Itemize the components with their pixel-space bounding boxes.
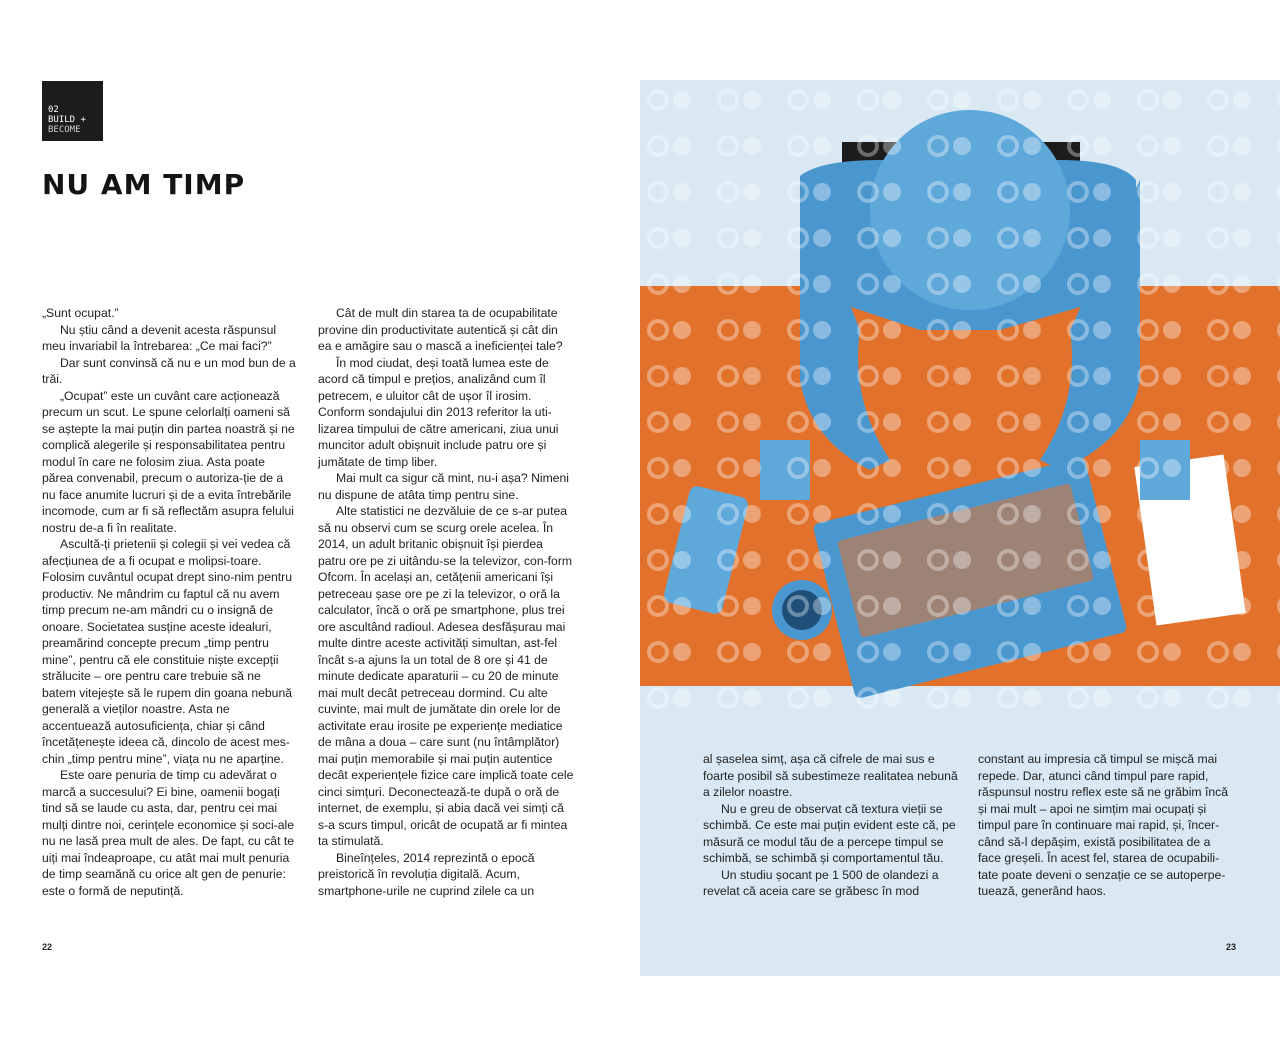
paragraph: Mai mult ca sigur că mint, nu-i așa? Nimeni nu dispune de atâta timp pentru sine. bbox=[318, 471, 569, 502]
paragraph: Nu e greu de observat că textura vieții se schimbă. Ce este mai puțin evident este că, pe măsură ce modul tău de a percepe timpul se schimbă, se schimbă și comportamentul tău. bbox=[703, 801, 956, 865]
text-column-1 bbox=[42, 305, 298, 899]
paragraph: Nu știu când a devenit acesta răspunsul meu invariabil la întrebarea: „Ce mai faci?” bbox=[42, 322, 277, 353]
section-label-line2: BECOME bbox=[48, 125, 81, 135]
page-number-right: 23 bbox=[1226, 942, 1237, 952]
paragraph: Un studiu șocant pe 1 500 de olandezi a revelat că aceia care se grăbesc în mod bbox=[703, 867, 939, 898]
section-number: 02 bbox=[48, 105, 59, 115]
text-column-2 bbox=[318, 305, 574, 899]
paragraph: Alte statistici ne dezvăluie de ce s-ar putea să nu observi cum se scurg orele acelea. În 2014, un adult britanic obișnuit își pierdea patru ore pe zi uitându-se la televizor, con-form Ofcom. În același an, cetățenii americani își petreceau șase ore pe zi la televizor, o oră la calculator, încă o oră pe smartphone, plus trei ore ascultând radioul. Adesea desfășurau mai multe dintre aceste activități simultan, ast-fel încât s-a ajuns la un total de 8 ore și 41 de minute dedicate aparaturii – cu 20 de minute mai mult decât petreceau dormind. Cu alte cuvinte, mai mult de jumătate din orele lor de activitate erau irosite pe experiențe mediatice de mâna a doua – care sunt (nu întâmplător) mai puțin memorabile și mai puțin autentice decât experiențele fizice care implică toate cele cinci simțuri. Deconectează-te după o oră de internet, de exemplu, și abia dacă vei simți că s-a scurs timpul, oricât de ocupată ar fi mintea ta stimulată. bbox=[318, 504, 574, 848]
text-column-4 bbox=[978, 751, 1236, 900]
page-title: NU AM TIMP bbox=[42, 168, 246, 201]
paragraph: Bineînțeles, 2014 reprezintă o epocă preistorică în revoluția digitală. Acum, smartphone-urile ne cuprind zilele ca un bbox=[318, 850, 535, 898]
page-number-left: 22 bbox=[42, 942, 53, 952]
paragraph: Este oare penuria de timp cu adevărat o marcă a succesului? Ei bine, oamenii bogați tind să se laude cu asta, dar, pentru cei mai mulți dintre noi, cerințele economice și soci-ale nu ne lasă prea mult de ales. De fapt, cu cât te uiți mai îndeaproape, cu atât mai mult penuria de timp seamănă cu orice alt gen de penurie: este o formă de neputință. bbox=[42, 768, 295, 898]
section-label-line1: BUILD + bbox=[48, 115, 86, 125]
section-badge bbox=[42, 81, 103, 141]
paragraph: Dar sunt convinsă că nu e un mod bun de a trăi. bbox=[42, 355, 296, 386]
illustration bbox=[640, 80, 1280, 720]
text-column-3 bbox=[703, 751, 961, 900]
paragraph: Cât de mult din starea ta de ocupabilitate provine din productivitate autentică și cât din ea e amăgire sau o mască a ineficienței tale? bbox=[318, 306, 563, 353]
paragraph: al șaselea simț, așa că cifrele de mai sus e foarte posibil să subestimeze realitatea nebună a zilelor noastre. bbox=[703, 752, 958, 799]
paragraph: În mod ciudat, deși toată lumea este de acord că timpul e prețios, analizând cum îl petrecem, e uluitor cât de ușor îl irosim. Conform sondajului din 2013 referitor la uti-lizarea timpului de către americani, ziua unui muncitor adult obișnuit include patru ore și jumătate de timp liber. bbox=[318, 355, 559, 469]
paragraph: „Ocupat” este un cuvânt care acționează precum un scut. Le spune celorlalți oameni să se aștepte la mai puțin din partea noastră și ne complică alegerile și responsabilitatea pentru modul în care ne folosim ziua. Asta poate părea convenabil, precum o autoriza-ție de a nu face anumite lucruri și de a evita întrebările incomode, cum ar fi să reflectăm asupra felului nostru de-a fi în realitate. bbox=[42, 388, 295, 535]
paragraph: constant au impresia că timpul se mișcă mai repede. Dar, atunci când timpul pare rapid, răspunsul nostru reflex este să ne grăbim încă și mai mult – apoi ne simțim mai ocupați și timpul pare în continuare mai rapid, și, încer-când să-l depășim, există posibilitatea de a face greșeli. În acest fel, starea de ocupabili-tate poate deveni o senzație ce se autoperpe-tuează, generând haos. bbox=[978, 752, 1228, 898]
logo-pattern-overlay bbox=[640, 80, 1280, 720]
paragraph: Ascultă-ți prietenii și colegii și vei vedea că afecțiunea de a fi ocupat e molipsi-toare. Folosim cuvântul ocupat drept sino-nim pentru productiv. Ne mândrim cu faptul că nu avem timp precum ne-am mândri cu o insignă de onoare. Societatea susține aceste idealuri, preamărind concepte precum „timp pentru mine”, pentru că ele constituie niște excepții strălucite – ore pentru care trebuie să ne batem vitejește să le rupem din goana nebună generală a vieților noastre. Asta ne accentuează autosuficiența, chiar și când încetățenește ideea că, dincolo de acest mes-chin „timp pentru mine”, viața nu ne aparține. bbox=[42, 537, 293, 766]
paragraph: „Sunt ocupat.” bbox=[42, 306, 119, 320]
